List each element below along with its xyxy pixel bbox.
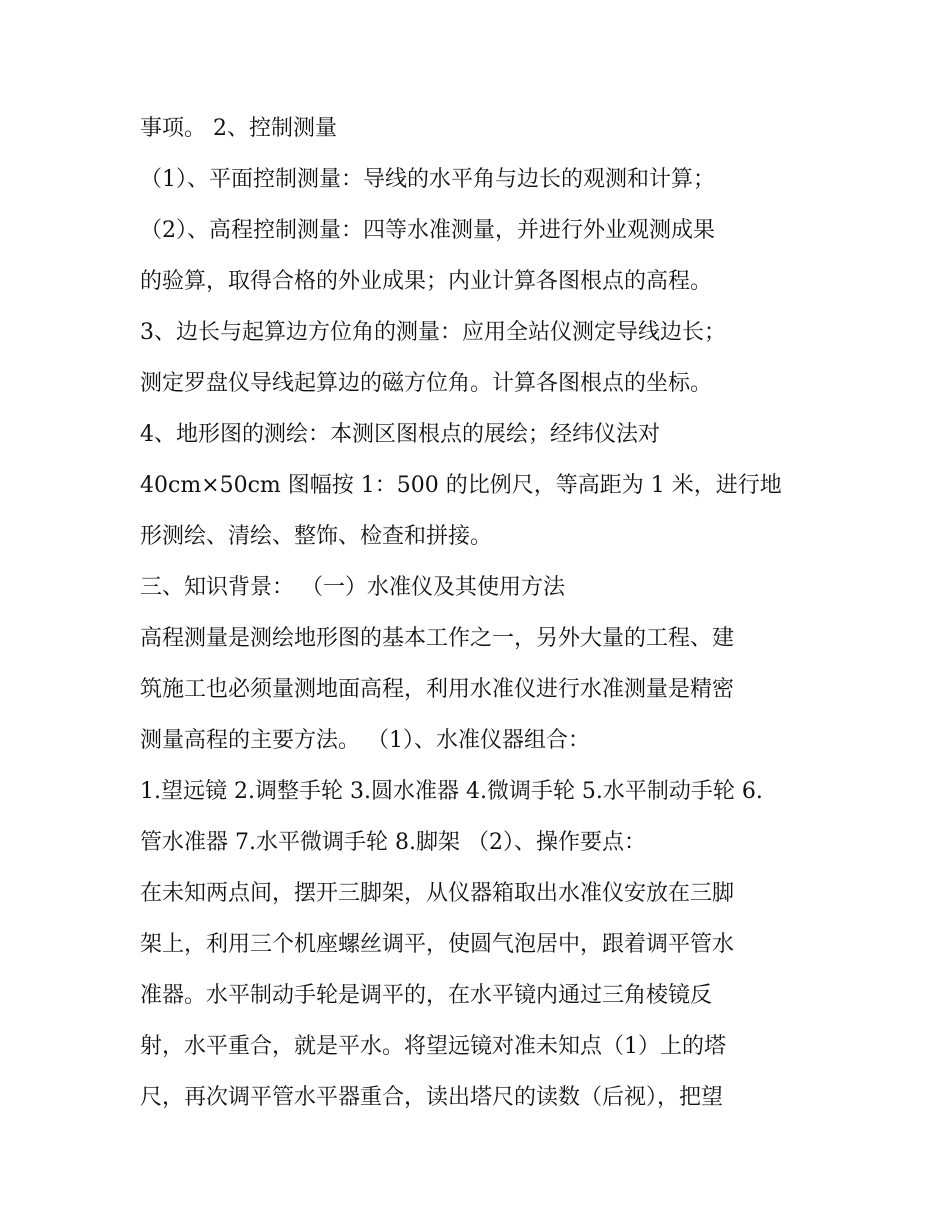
text-line: （2）、高程控制测量：四等水准测量，并进行外业观测成果 [140,218,715,243]
text-line: 事项。 2、控制测量 [140,116,337,141]
text-line: 尺，再次调平管水平器重合，读出塔尺的读数（后视），把望 [140,1085,724,1110]
text-line: 的验算，取得合格的外业成果；内业计算各图根点的高程。 [140,269,713,294]
text-line: 在未知两点间，摆开三脚架，从仪器箱取出水准仪安放在三脚 [140,881,735,906]
section-heading: 三、知识背景： （一）水准仪及其使用方法 [140,575,565,600]
text-line: 40cm×50cm 图幅按 1：500 的比例尺，等高距为 1 米，进行地 [140,473,782,498]
text-line: 测量高程的主要方法。 （1）、水准仪器组合： [140,728,590,753]
text-line: （1）、平面控制测量：导线的水平角与边长的观测和计算； [140,167,715,192]
text-line: 高程测量是测绘地形图的基本工作之一，另外大量的工程、建 [140,626,735,651]
text-line: 3、边长与起算边方位角的测量：应用全站仪测定导线边长； [140,320,726,345]
text-line: 1.望远镜 2.调整手轮 3.圆水准器 4.微调手轮 5.水平制动手轮 6. [140,779,763,804]
text-line: 架上，利用三个机座螺丝调平，使圆气泡居中，跟着调平管水 [140,932,735,957]
text-line: 射，水平重合，就是平水。将望远镜对准未知点（1）上的塔 [140,1034,726,1059]
text-line: 管水准器 7.水平微调手轮 8.脚架 （2）、操作要点： [140,830,646,855]
text-line: 形测绘、清绘、整饰、检查和拼接。 [140,524,493,549]
text-line: 准器。水平制动手轮是调平的，在水平镜内通过三角棱镜反 [140,983,713,1008]
text-line: 测定罗盘仪导线起算边的磁方位角。计算各图根点的坐标。 [140,371,713,396]
text-line: 4、地形图的测绘：本测区图根点的展绘；经纬仪法对 [140,422,660,447]
document-body [140,106,840,1126]
text-line: 筑施工也必须量测地面高程，利用水准仪进行水准测量是精密 [140,677,735,702]
